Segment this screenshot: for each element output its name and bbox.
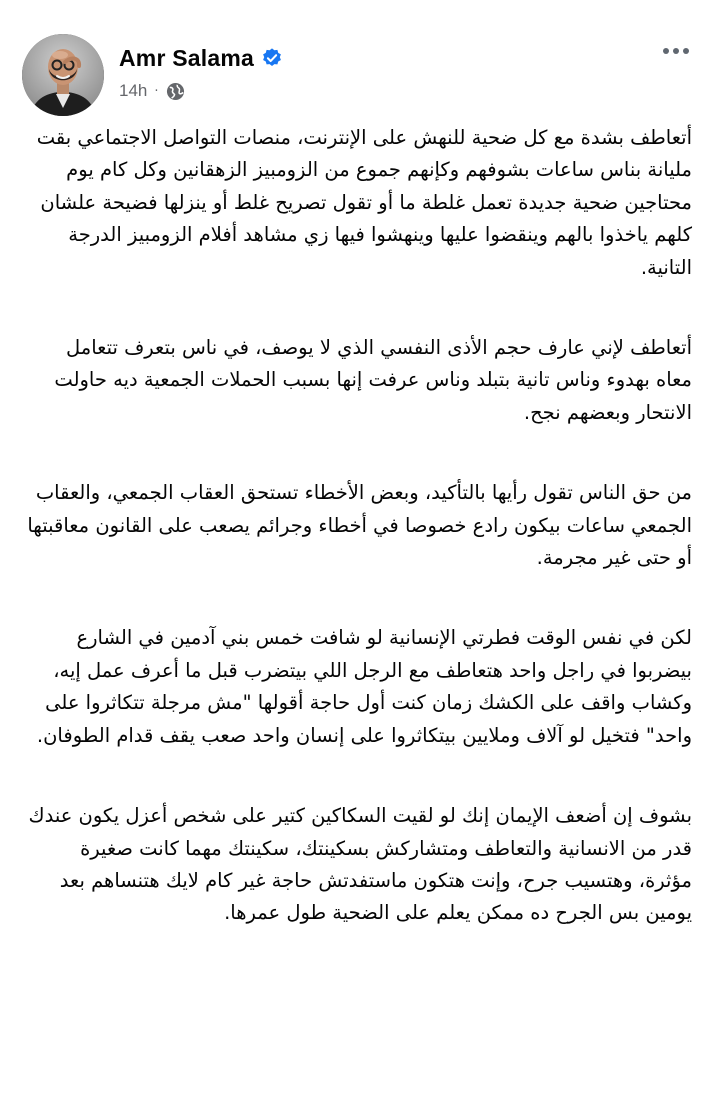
post-paragraph-1: أتعاطف بشدة مع كل ضحية للنهش على الإنترنت، منصات التواصل الاجتماعي بقت مليانة بناس ساعات بشوفهم وكإنهم جموع من الزومبيز الزهقانين وكل كام يوم محتاجين ضحية جديدة تعمل غلطة ما أو تقول تصريح غلط أو ينزلها فضيحة علشان كلهم ياخذوا بالهم وينقضوا عليها وينهشوا فيها زي مشاهد أفلام الزومبيز الدرجة التانية. [36,126,692,279]
post-timestamp[interactable]: 14h [119,81,148,100]
author-row [119,44,519,72]
author-block [119,44,519,102]
more-dot-icon [663,48,669,54]
post-body [24,122,692,930]
paragraph-gap [24,574,692,622]
avatar-photo-icon [22,34,104,116]
more-dot-icon [683,48,689,54]
post-header [22,34,696,118]
paragraph-gap [24,284,692,332]
more-options-icon[interactable] [656,36,696,66]
avatar[interactable] [22,34,104,116]
post-meta [119,80,519,102]
author-name[interactable]: Amr Salama [119,44,254,71]
paragraph-gap [24,752,692,800]
post-paragraph-4: لكن في نفس الوقت فطرتي الإنسانية لو شافت خمس بني آدمين في الشارع بيضربوا في راجل واحد هتعاطف مع الرجل اللي بيتضرب قبل ما أعرف عمل إيه، وكشاب واقف على الكشك زمان كنت أول حاجة أقولها "مش مرجلة تتكاثروا على واحد" فتخيل لو آلاف وملايين بيتكاثروا على إنسان واحد صعب يقف قدام الطوفان. [36,626,692,747]
post-paragraph-3: من حق الناس تقول رأيها بالتأكيد، وبعض الأخطاء تستحق العقاب الجمعي، والعقاب الجمعي ساعات بيكون رادع خصوصا في أخطاء وجرائم يصعب على القانون معاقبتها أو حتى غير مجرمة. [27,481,692,570]
meta-separator: · [154,83,159,99]
post-paragraph-2: أتعاطف لإني عارف حجم الأذى النفسي الذي لا يوصف، في ناس بتعرف تتعامل معاه بهدوء وناس تانية بتبلد وناس عرفت إنها بسبب الحملات الجمعية ديه حاولت الانتحار وبعضهم نجح. [54,336,692,424]
paragraph-gap [24,429,692,477]
more-dot-icon [673,48,679,54]
verified-badge-icon [261,47,283,69]
globe-icon[interactable] [166,82,185,101]
post-paragraph-5: بشوف إن أضعف الإيمان إنك لو لقيت السكاكين كتير على شخص أعزل يكون عندك قدر من الانسانية والتعاطف ومتشاركش بسكينتك، سكينتك مهما كانت صغيرة مؤثرة، وهتسيب جرح، وإنت هتكون ماستفدتش حاجة غير كام لايك هتنساهم بعد يومين بس الجرح ده ممكن يعلم على الضحية طول عمرها. [28,804,692,925]
